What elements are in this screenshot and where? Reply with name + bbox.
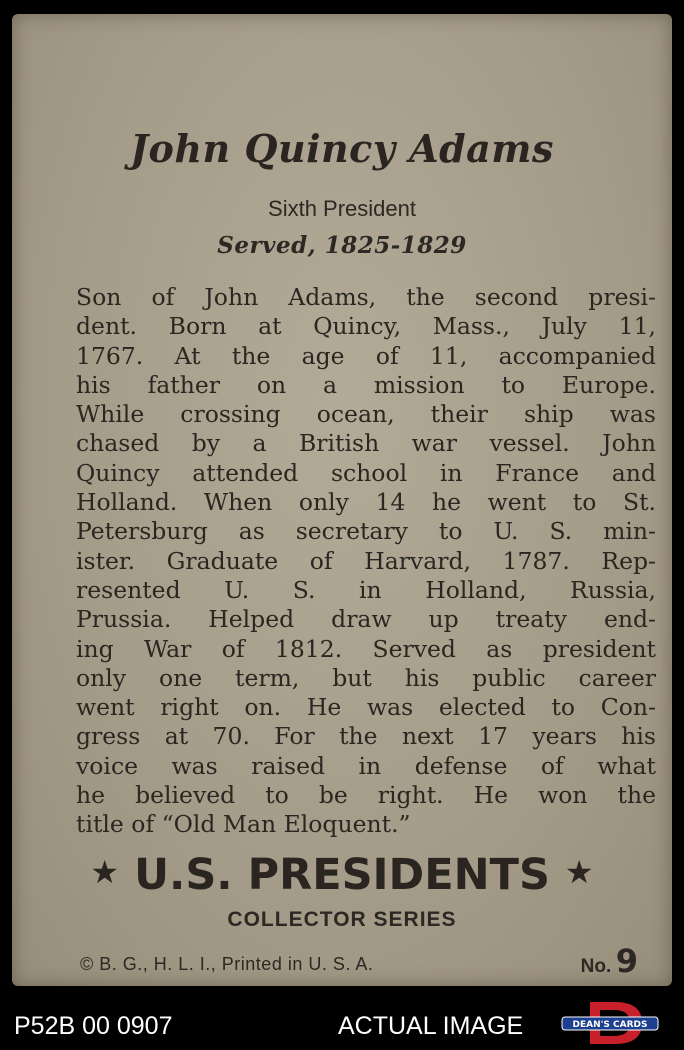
trading-card <box>12 14 672 986</box>
logo-text: DEAN'S CARDS <box>572 1020 648 1030</box>
copyright-notice: © B. G., H. L. I., Printed in U. S. A. <box>80 954 374 974</box>
bio-line: his father on a mission to Europe. <box>76 370 656 399</box>
bio-line: Prussia. Helped draw up treaty end- <box>76 605 656 634</box>
bio-line: went right on. He was elected to Con- <box>76 693 656 722</box>
certification-id: P52B 00 0907 <box>14 1012 173 1040</box>
term-served: Served, 1825-1829 <box>217 232 467 259</box>
deans-cards-logo-icon <box>560 1000 660 1046</box>
bio-line: he believed to be right. He won the <box>76 781 656 810</box>
bio-line: 1767. At the age of 11, accompanied <box>76 341 656 370</box>
bio-line: Holland. When only 14 he went to St. <box>76 488 656 517</box>
star-icon: ★ <box>564 853 594 891</box>
star-icon: ★ <box>90 853 120 891</box>
bio-line: dent. Born at Quincy, Mass., July 11, <box>76 312 656 341</box>
bio-line: ing War of 1812. Served as president <box>76 634 656 663</box>
series-subtitle: COLLECTOR SERIES <box>227 908 457 931</box>
bio-line: chased by a British war vessel. John <box>76 429 656 458</box>
bio-line: Son of John Adams, the second presi- <box>76 283 656 311</box>
actual-image-label: ACTUAL IMAGE <box>338 1012 524 1040</box>
bio-line: voice was raised in defense of what <box>76 751 656 780</box>
bio-line: only one term, but his public career <box>76 663 656 692</box>
biography-text <box>76 283 656 840</box>
card-number-label: No. <box>580 956 612 977</box>
bio-line: title of “Old Man Eloquent.” <box>76 810 411 839</box>
president-office: Sixth President <box>268 196 416 221</box>
bio-line: ister. Graduate of Harvard, 1787. Rep- <box>76 546 656 575</box>
series-title <box>12 850 672 900</box>
president-name: John Quincy Adams <box>130 126 554 171</box>
series-title-text: U.S. PRESIDENTS <box>134 850 550 900</box>
card-number-value: 9 <box>615 942 638 980</box>
bio-line: gress at 70. For the next 17 years his <box>76 722 656 751</box>
bio-line: While crossing ocean, their ship was <box>76 400 656 429</box>
bio-line: resented U. S. in Holland, Russia, <box>76 575 656 604</box>
bio-line: Quincy attended school in France and <box>76 458 656 487</box>
card-number <box>581 942 638 980</box>
bio-line: Petersburg as secretary to U. S. min- <box>76 517 656 546</box>
